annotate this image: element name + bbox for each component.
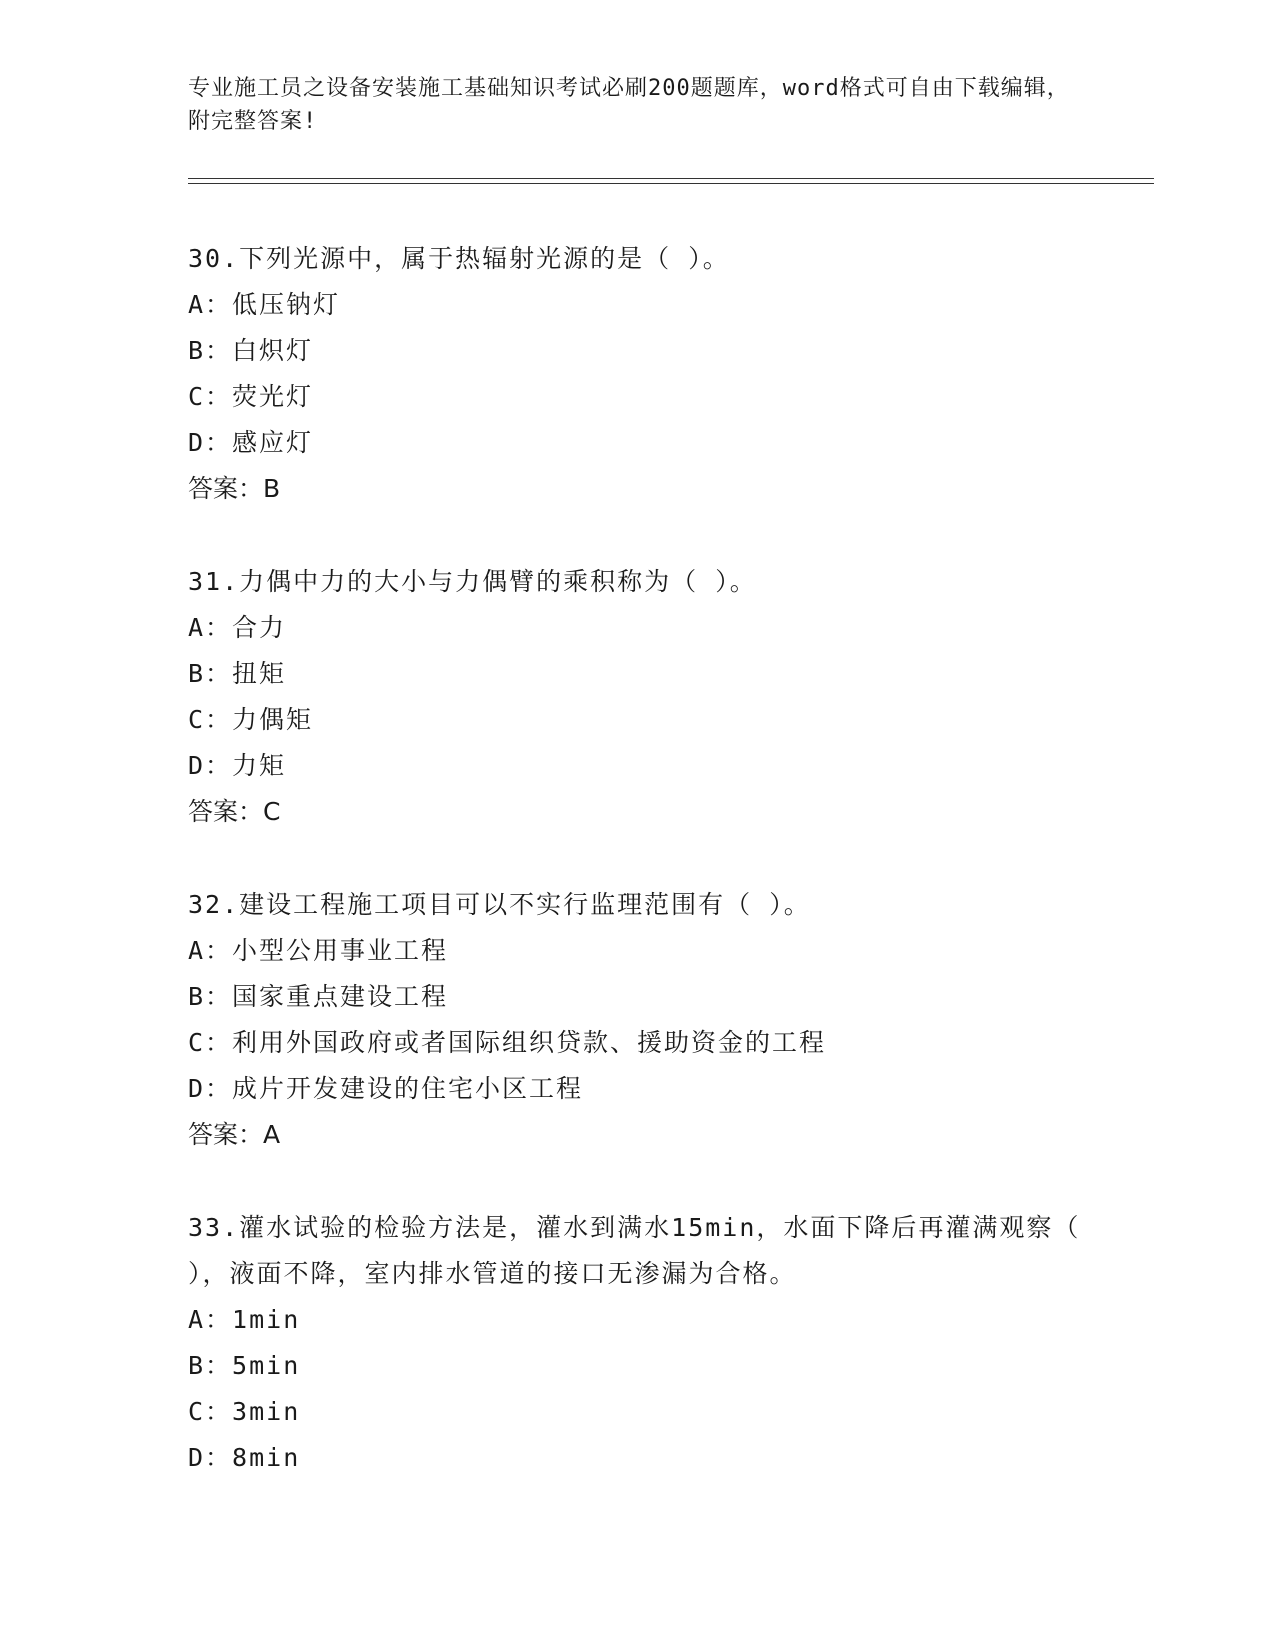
option-a: A：1min (188, 1305, 301, 1334)
answer-line: 答案：C (188, 797, 281, 826)
option-d: D：成片开发建设的住宅小区工程 (188, 1074, 584, 1103)
question-list (188, 236, 1098, 1528)
answer-line: 答案：A (188, 1120, 281, 1149)
option-d: D：8min (188, 1443, 301, 1472)
question-30 (188, 236, 1088, 512)
option-b: B：扭矩 (188, 659, 287, 688)
option-c: C：荧光灯 (188, 382, 314, 411)
option-b: B：5min (188, 1351, 301, 1380)
option-a: A：低压钠灯 (188, 290, 341, 319)
question-33 (188, 1205, 1098, 1481)
question-32 (188, 882, 1088, 1158)
option-a: A：合力 (188, 613, 287, 642)
option-c: C：3min (188, 1397, 301, 1426)
option-b: B：白炽灯 (188, 336, 314, 365)
option-d: D：感应灯 (188, 428, 314, 457)
header-rule-top (188, 178, 1154, 179)
option-c: C：力偶矩 (188, 705, 314, 734)
question-stem: 31.力偶中力的大小与力偶臂的乘积称为（ ）。 (188, 567, 757, 596)
option-d: D：力矩 (188, 751, 287, 780)
option-a: A：小型公用事业工程 (188, 936, 449, 965)
question-stem: 32.建设工程施工项目可以不实行监理范围有（ ）。 (188, 890, 811, 919)
question-stem: 33.灌水试验的检验方法是，灌水到满水15min，水面下降后再灌满观察（ ），液面不降，室内排水管道的接口无渗漏为合格。 (188, 1213, 1098, 1288)
option-c: C：利用外国政府或者国际组织贷款、援助资金的工程 (188, 1028, 827, 1057)
option-b: B：国家重点建设工程 (188, 982, 449, 1011)
document-header-title: 专业施工员之设备安装施工基础知识考试必刷200题题库，word格式可自由下载编辑，附完整答案! (188, 76, 1070, 134)
answer-line: 答案：B (188, 474, 281, 503)
question-31 (188, 559, 1088, 835)
question-stem: 30.下列光源中，属于热辐射光源的是（ ）。 (188, 244, 730, 273)
header-rule-bottom (188, 183, 1154, 184)
